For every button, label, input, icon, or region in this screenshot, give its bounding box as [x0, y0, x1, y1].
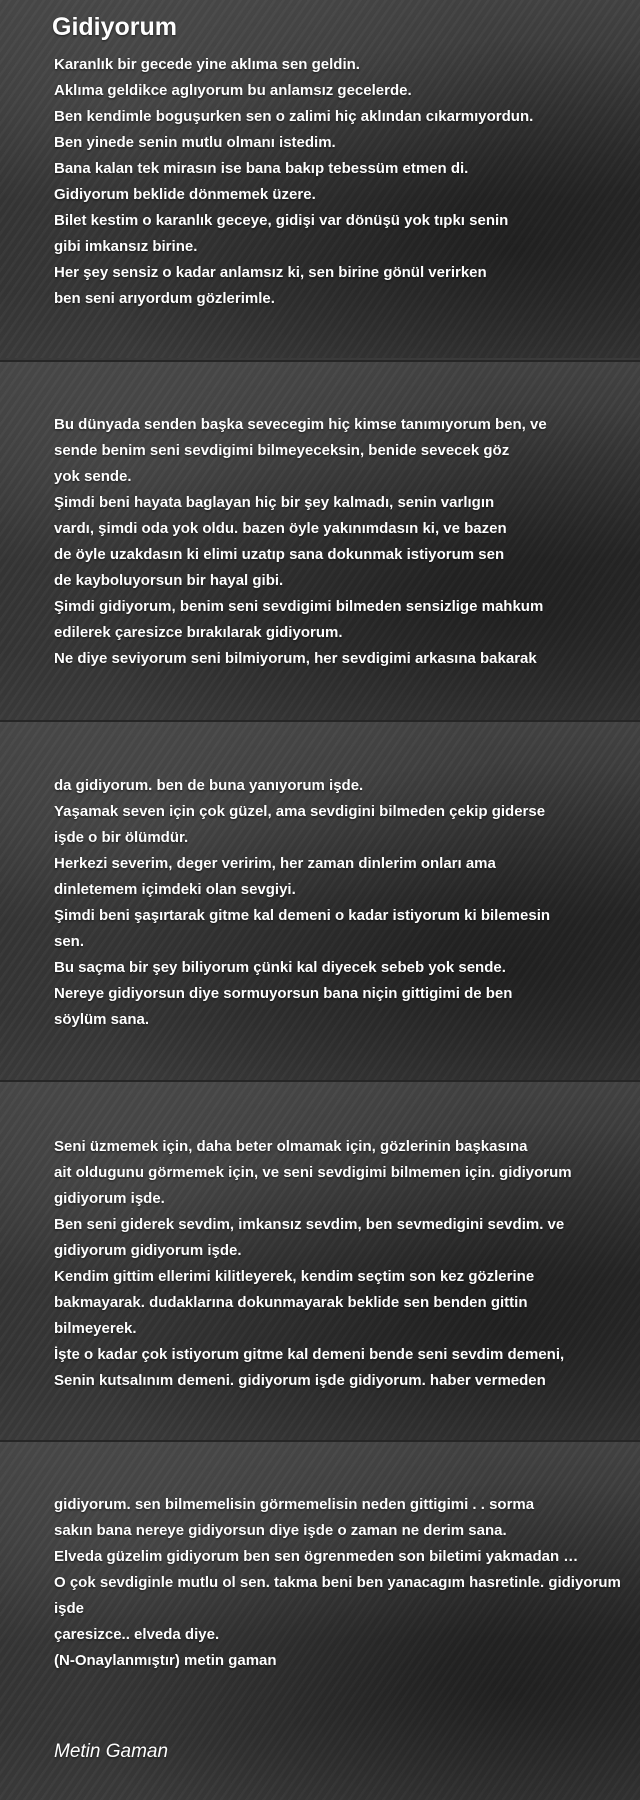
poem-line: Şimdi beni hayata baglayan hiç bir şey kalmadı, senin varlıgın [54, 494, 495, 511]
poem-stanza-5 [54, 1492, 621, 1674]
poem-line: sende benim seni sevdigimi bilmeyeceksin, benide sevecek göz [54, 442, 510, 459]
poem-line: Elveda güzelim gidiyorum ben sen ögrenmeden son biletimi yakmadan … [54, 1548, 579, 1565]
poem-line: Yaşamak seven için çok güzel, ama sevdigini bilmeden çekip giderse [54, 803, 546, 820]
poem-line: edilerek çaresizce bırakılarak gidiyorum. [54, 624, 343, 641]
poem-line: yok sende. [54, 468, 132, 485]
poem-panel-3 [0, 720, 640, 1080]
poem-line: Nereye gidiyorsun diye sormuyorsun bana niçin gittigimi de ben [54, 985, 513, 1002]
poem-line: Senin kutsalınım demeni. gidiyorum işde gidiyorum. haber vermeden [54, 1372, 546, 1389]
poem-stanza-3 [54, 773, 550, 1033]
poem-line: ben seni arıyordum gözlerimle. [54, 290, 275, 307]
poem-line: (N-Onaylanmıştır) metin gaman [54, 1652, 277, 1669]
poem-panel-2 [0, 360, 640, 720]
poem-stanza-1 [54, 52, 533, 312]
poem-line: O çok sevdiginle mutlu ol sen. takma beni ben yanacagım hasretinle. gidiyorum [54, 1574, 621, 1591]
poem-panel-1 [0, 0, 640, 358]
poem-line: gidiyorum. sen bilmemelisin görmemelisin neden gittigimi . . sorma [54, 1496, 535, 1513]
poem-stanza-2 [54, 412, 547, 672]
poem-line: çaresizce.. elveda diye. [54, 1626, 220, 1643]
author-name: Metin Gaman [54, 1741, 169, 1762]
poem-line: Şimdi beni şaşırtarak gitme kal demeni o kadar istiyorum ki bilemesin [54, 907, 551, 924]
poem-line: Ben kendimle boguşurken sen o zalimi hiç aklından cıkarmıyordun. [54, 108, 534, 125]
poem-line: gibi imkansız birine. [54, 238, 198, 255]
poem-line: sakın bana nereye gidiyorsun diye işde o zaman ne derim sana. [54, 1522, 507, 1539]
poem-line: ait oldugunu görmemek için, ve seni sevdigimi bilmemen için. gidiyorum [54, 1164, 572, 1181]
poem-line: Seni üzmemek için, daha beter olmamak için, gözlerinin başkasına [54, 1138, 528, 1155]
poem-line: bilmeyerek. [54, 1320, 137, 1337]
poem-line: söylüm sana. [54, 1011, 150, 1028]
poem-line: vardı, şimdi oda yok oldu. bazen öyle yakınımdasın ki, ve bazen [54, 520, 507, 537]
poem-line: gidiyorum gidiyorum işde. [54, 1242, 242, 1259]
poem-line: sen. [54, 933, 85, 950]
poem-line: Kendim gittim ellerimi kilitleyerek, kendim seçtim son kez gözlerine [54, 1268, 535, 1285]
poem-line: işde [54, 1600, 85, 1617]
poem-line: de öyle uzakdasın ki elimi uzatıp sana dokunmak istiyorum sen [54, 546, 505, 563]
poem-line: Karanlık bir gecede yine aklıma sen geldin. [54, 56, 360, 73]
poem-title: Gidiyorum [52, 13, 178, 41]
poem-line: de kayboluyorsun bir hayal gibi. [54, 572, 284, 589]
poem-line: Herkezi severim, deger veririm, her zaman dinlerim onları ama [54, 855, 496, 872]
poem-line: Bilet kestim o karanlık geceye, gidişi var dönüşü yok tıpkı senin [54, 212, 509, 229]
poem-panel-5 [0, 1440, 640, 1800]
poem-line: İşte o kadar çok istiyorum gitme kal demeni bende seni sevdim demeni, [54, 1346, 565, 1363]
poem-line: Bu dünyada senden başka sevecegim hiç kimse tanımıyorum ben, ve [54, 416, 547, 433]
poem-line: Ben yinede senin mutlu olmanı istedim. [54, 134, 336, 151]
poem-line: Ne diye seviyorum seni bilmiyorum, her sevdigimi arkasına bakarak [54, 650, 537, 667]
poem-line: Ben seni giderek sevdim, imkansız sevdim, ben sevmedigini sevdim. ve [54, 1216, 565, 1233]
poem-line: Bu saçma bir şey biliyorum çünki kal diyecek sebeb yok sende. [54, 959, 506, 976]
poem-line: Bana kalan tek mirasın ise bana bakıp tebessüm etmen di. [54, 160, 469, 177]
poem-line: Gidiyorum beklide dönmemek üzere. [54, 186, 316, 203]
poem-line: Aklıma geldikce aglıyorum bu anlamsız gecelerde. [54, 82, 412, 99]
poem-panel-4 [0, 1080, 640, 1440]
poem-line: işde o bir ölümdür. [54, 829, 189, 846]
poem-line: dinletemem içimdeki olan sevgiyi. [54, 881, 296, 898]
poem-line: Her şey sensiz o kadar anlamsız ki, sen birine gönül verirken [54, 264, 487, 281]
poem-stanza-4 [54, 1134, 572, 1394]
poem-line: Şimdi gidiyorum, benim seni sevdigimi bilmeden sensizlige mahkum [54, 598, 544, 615]
poem-line: bakmayarak. dudaklarına dokunmayarak beklide sen benden gittin [54, 1294, 528, 1311]
poem-line: gidiyorum işde. [54, 1190, 165, 1207]
poem-line: da gidiyorum. ben de buna yanıyorum işde. [54, 777, 364, 794]
